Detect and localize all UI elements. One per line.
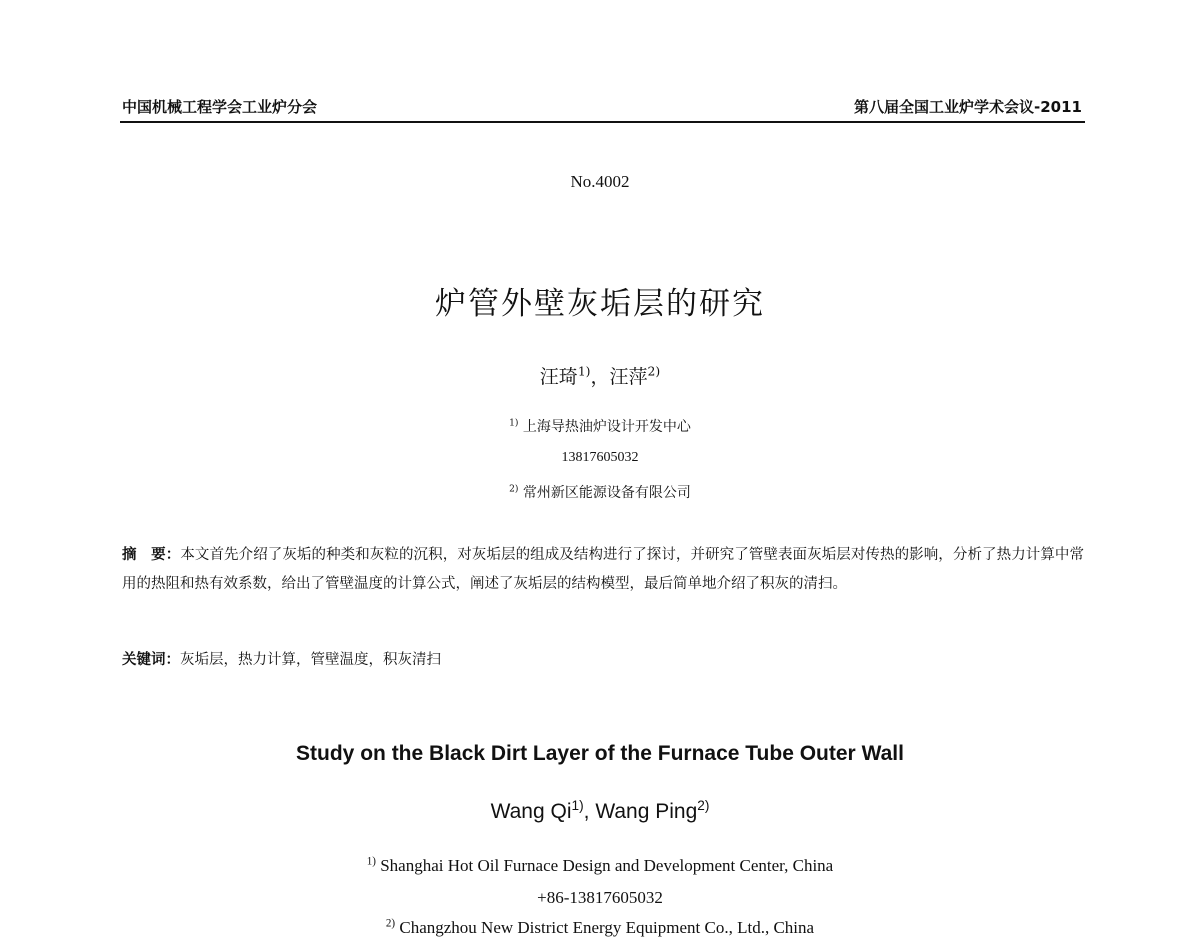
affiliation-1-marker: 1) [509, 418, 519, 429]
keywords-label: 关键词： [122, 651, 180, 668]
affiliation-2-chinese [0, 482, 1200, 502]
phone-chinese: 13817605032 [561, 450, 639, 465]
authors-english [0, 800, 1200, 824]
abstract-text: 本文首先介绍了灰垢的种类和灰粒的沉积，对灰垢层的组成及结构进行了探讨，并研究了管壁表面灰垢层对传热的影响，分析了热力计算中常用的热阻和热有效系数，给出了管壁温度的计算公式，阐述了灰垢层的结构模型，最后简单地介绍了积灰的清扫。 [122, 547, 1084, 592]
author-1-marker-en: 1) [571, 798, 584, 813]
keywords-chinese [122, 648, 441, 669]
affiliation-1-marker-en: 1) [366, 855, 376, 868]
title-english: Study on the Black Dirt Layer of the Furnace Tube Outer Wall [296, 742, 904, 765]
affiliation-1-text: 上海导热油炉设计开发中心 [522, 419, 691, 435]
affiliation-2-english [0, 918, 1200, 938]
author-2-name-en: Wang Ping [595, 800, 698, 823]
phone-english: +86-13817605032 [537, 888, 663, 907]
author-separator: ， [590, 366, 610, 388]
paper-number: No.4002 [570, 172, 630, 191]
authors-chinese [0, 362, 1200, 389]
affiliation-2-text-en: Changzhou New District Energy Equipment Co., Ltd., China [399, 918, 815, 937]
author-1-name: 汪琦 [539, 366, 578, 388]
header-divider [120, 121, 1085, 123]
affiliation-2-marker: 2) [509, 484, 519, 495]
keywords-text: 灰垢层，热力计算，管壁温度，积灰清扫 [180, 652, 441, 668]
author-separator-en: , [583, 800, 596, 823]
abstract-label: 摘 要： [122, 546, 181, 563]
affiliation-2-text: 常州新区能源设备有限公司 [522, 485, 691, 501]
author-1-marker: 1) [577, 364, 591, 379]
header-conference: 第八届全国工业炉学术会议-2011 [854, 98, 1082, 116]
author-2-marker: 2) [647, 364, 661, 379]
header-organization: 中国机械工程学会工业炉分会 [122, 98, 318, 116]
author-2-marker-en: 2) [697, 798, 710, 813]
author-2-name: 汪萍 [609, 366, 648, 388]
affiliation-1-text-en: Shanghai Hot Oil Furnace Design and Development Center, China [380, 856, 834, 875]
abstract-chinese [122, 540, 1084, 599]
affiliation-2-marker-en: 2) [385, 917, 396, 930]
affiliation-1-chinese [0, 416, 1200, 436]
title-chinese: 炉管外壁灰垢层的研究 [435, 286, 765, 322]
affiliation-1-english [0, 856, 1200, 876]
author-1-name-en: Wang Qi [490, 800, 572, 823]
